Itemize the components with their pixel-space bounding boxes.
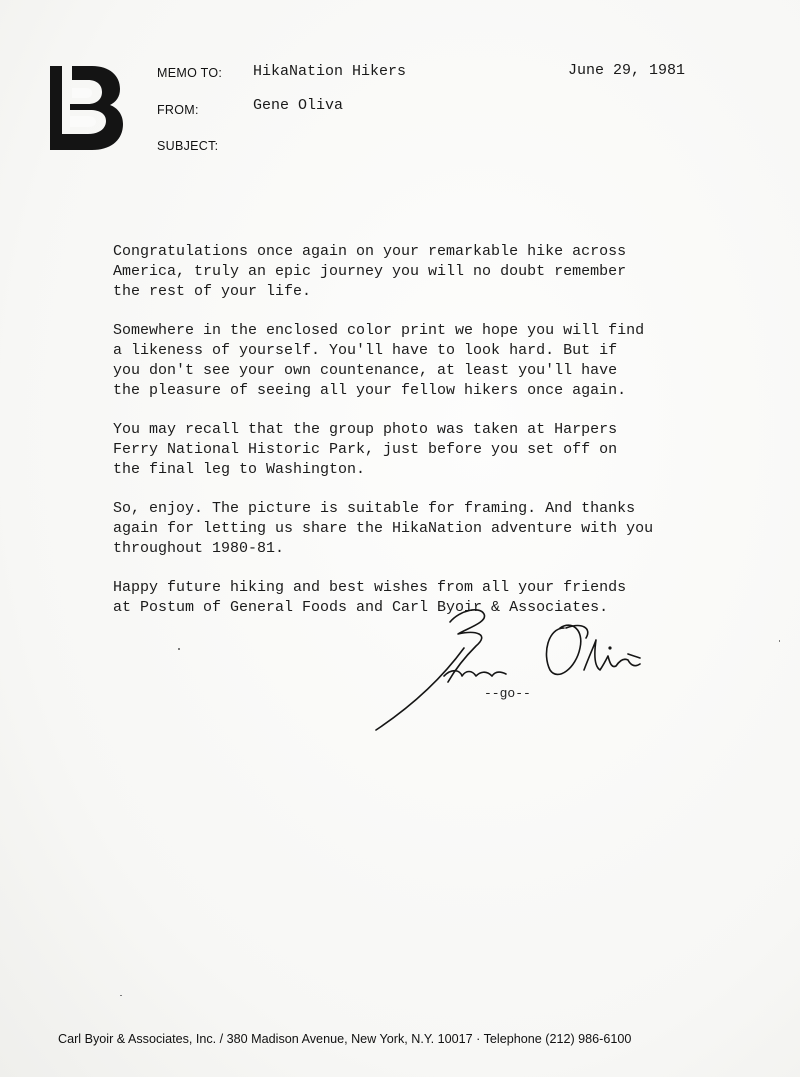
signature-initials: --go--	[484, 686, 531, 701]
memo-to-value: HikaNation Hikers	[253, 63, 407, 80]
from-value: Gene Oliva	[253, 97, 344, 114]
from-label: FROM:	[157, 103, 199, 117]
company-logo-icon	[48, 64, 124, 152]
body-paragraph-5: Happy future hiking and best wishes from all your friends at Postum of General Foods and Carl Byoir & Associates.	[113, 579, 627, 616]
memo-body	[113, 242, 753, 637]
body-paragraph-4: So, enjoy. The picture is suitable for framing. And thanks again for letting us share the HikaNation adventure with you throughout 1980-81.	[113, 500, 654, 557]
paper-speck	[120, 995, 122, 996]
paper-speck	[178, 648, 180, 650]
memo-date: June 29, 1981	[568, 62, 686, 79]
subject-label: SUBJECT:	[157, 139, 219, 153]
body-paragraph-2: Somewhere in the enclosed color print we hope you will find a likeness of yourself. You'll have to look hard. But if you don't see your own countenance, at least you'll have the pleasure of seeing all your fellow hikers once again.	[113, 322, 645, 399]
memo-to-label: MEMO TO:	[157, 66, 223, 80]
letterhead-footer: Carl Byoir & Associates, Inc. / 380 Madison Avenue, New York, N.Y. 10017 · Telephone (212) 986-6100	[58, 1032, 632, 1046]
signature-icon	[372, 598, 652, 738]
body-paragraph-3: You may recall that the group photo was taken at Harpers Ferry National Historic Park, just before you set off on the final leg to Washington.	[113, 421, 618, 478]
paper-speck	[779, 640, 780, 642]
body-paragraph-1: Congratulations once again on your remarkable hike across America, truly an epic journey you will no doubt remember the rest of your life.	[113, 243, 627, 300]
